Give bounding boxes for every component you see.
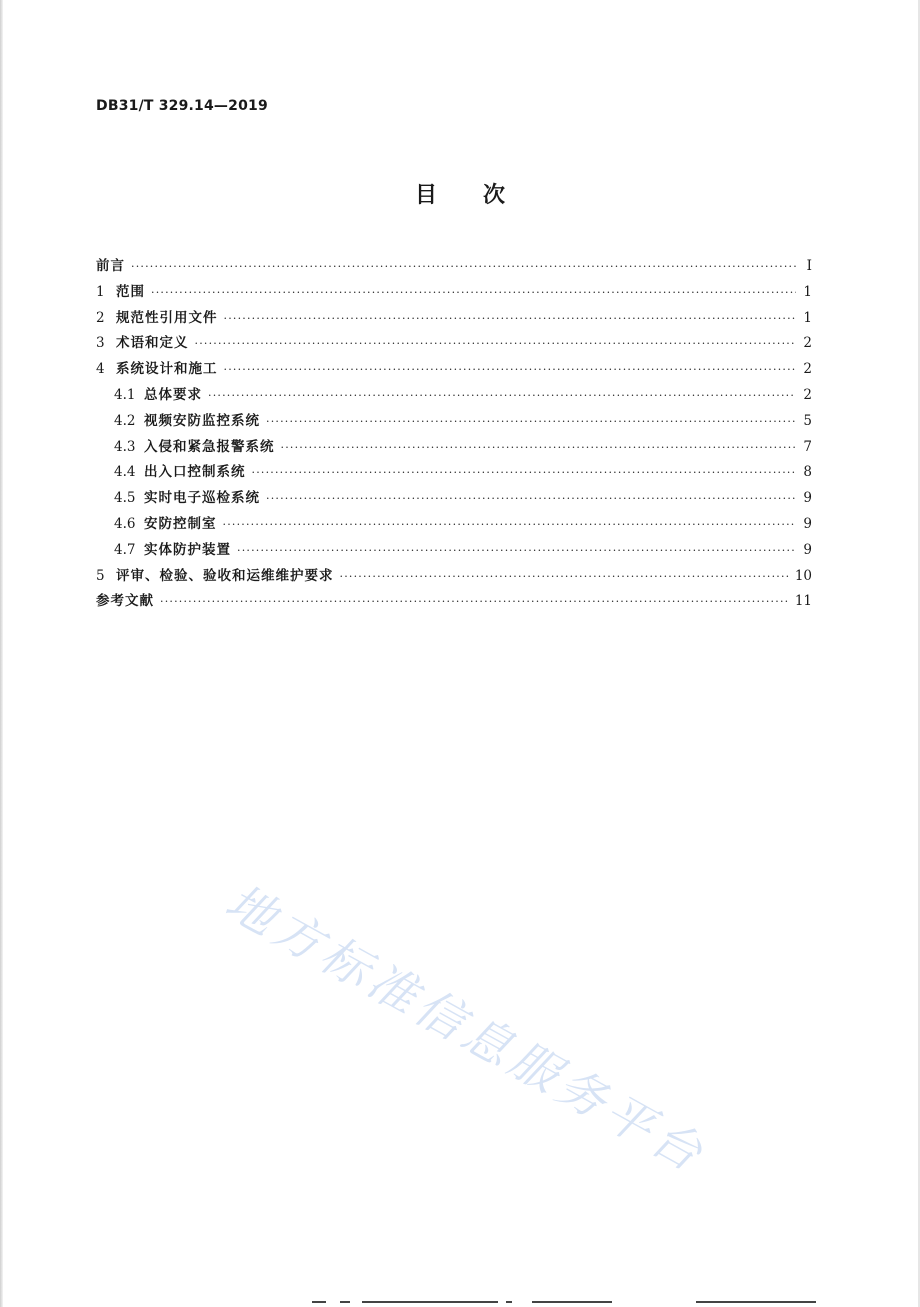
toc-entry[interactable] — [96, 538, 812, 564]
toc-title — [0, 178, 920, 209]
toc-entry-label: 前言 — [96, 258, 125, 274]
toc-entry-page: 9 — [803, 515, 812, 532]
toc-entry-number: 1 — [96, 283, 105, 300]
toc-entry-number: 4.3 — [114, 438, 136, 455]
document-code: DB31/T 329.14—2019 — [96, 98, 268, 114]
toc-entry-number: 4.7 — [114, 541, 136, 558]
toc-entry-page: Ⅰ — [806, 258, 812, 274]
toc-entry-number: 2 — [96, 309, 105, 326]
toc-leader-dots — [252, 466, 797, 479]
toc-entry-label: 参考文献 — [96, 593, 154, 610]
toc-entry-label: 安防控制室 — [144, 515, 217, 532]
toc-entry[interactable] — [96, 383, 812, 409]
toc-entry-number: 5 — [96, 567, 105, 584]
toc-entry[interactable] — [96, 357, 812, 383]
toc-leader-dots — [237, 544, 796, 557]
toc-entry-label: 出入口控制系统 — [144, 464, 246, 481]
toc-entry-page: 2 — [803, 335, 812, 352]
toc-leader-dots — [151, 286, 796, 299]
toc-entry-page: 1 — [803, 283, 812, 300]
toc-entry-label: 范围 — [116, 283, 145, 300]
toc-entry[interactable] — [96, 512, 812, 538]
toc-entry-number: 4 — [96, 361, 105, 378]
toc-entry[interactable] — [96, 306, 812, 332]
toc-entry-number: 4.5 — [114, 490, 136, 507]
toc-leader-dots — [195, 337, 797, 350]
toc-entry[interactable] — [96, 486, 812, 512]
toc-leader-dots — [160, 595, 789, 608]
table-of-contents — [96, 254, 812, 615]
toc-entry-label: 规范性引用文件 — [116, 309, 218, 326]
toc-entry-page: 9 — [803, 490, 812, 507]
toc-entry-page: 11 — [794, 593, 812, 610]
toc-entry-page: 1 — [803, 309, 812, 326]
toc-entry-label: 实体防护装置 — [144, 541, 231, 558]
toc-entry-number: 4.2 — [114, 412, 136, 429]
toc-entry-page: 10 — [794, 567, 812, 584]
toc-leader-dots — [224, 312, 797, 325]
toc-entry-page: 2 — [803, 361, 812, 378]
toc-entry-page: 5 — [803, 412, 812, 429]
toc-title-left: 目 — [414, 183, 437, 208]
toc-leader-dots — [266, 492, 796, 505]
toc-entry[interactable] — [96, 409, 812, 435]
toc-entry-number: 4.4 — [114, 464, 136, 481]
toc-entry-number: 4.1 — [114, 386, 136, 403]
toc-entry-label: 视频安防监控系统 — [144, 412, 260, 429]
toc-entry[interactable] — [96, 460, 812, 486]
toc-leader-dots — [281, 441, 797, 454]
toc-leader-dots — [224, 363, 797, 376]
toc-leader-dots — [131, 260, 796, 273]
toc-title-right: 次 — [483, 183, 506, 208]
watermark: 地方标准信息服务平台 — [216, 873, 716, 1185]
toc-entry-number: 4.6 — [114, 515, 136, 532]
toc-entry-number: 3 — [96, 335, 105, 352]
toc-leader-dots — [340, 570, 789, 583]
toc-entry-label: 评审、检验、验收和运维维护要求 — [116, 567, 334, 584]
toc-entry[interactable] — [96, 435, 812, 461]
toc-entry[interactable] — [96, 254, 812, 280]
toc-entry-label: 总体要求 — [144, 386, 202, 403]
scan-bottom-marks — [300, 1300, 920, 1304]
toc-entry-label: 术语和定义 — [116, 335, 189, 352]
toc-entry-page: 9 — [803, 541, 812, 558]
toc-leader-dots — [223, 518, 797, 531]
toc-entry[interactable] — [96, 589, 812, 615]
toc-entry-label: 实时电子巡检系统 — [144, 490, 260, 507]
toc-leader-dots — [266, 415, 796, 428]
toc-entry-page: 2 — [803, 386, 812, 403]
toc-entry[interactable] — [96, 564, 812, 590]
toc-entry-page: 7 — [803, 438, 812, 455]
toc-entry[interactable] — [96, 331, 812, 357]
toc-leader-dots — [208, 389, 796, 402]
toc-entry-label: 系统设计和施工 — [116, 361, 218, 378]
toc-entry-label: 入侵和紧急报警系统 — [144, 438, 275, 455]
toc-entry-page: 8 — [803, 464, 812, 481]
toc-entry[interactable] — [96, 280, 812, 306]
